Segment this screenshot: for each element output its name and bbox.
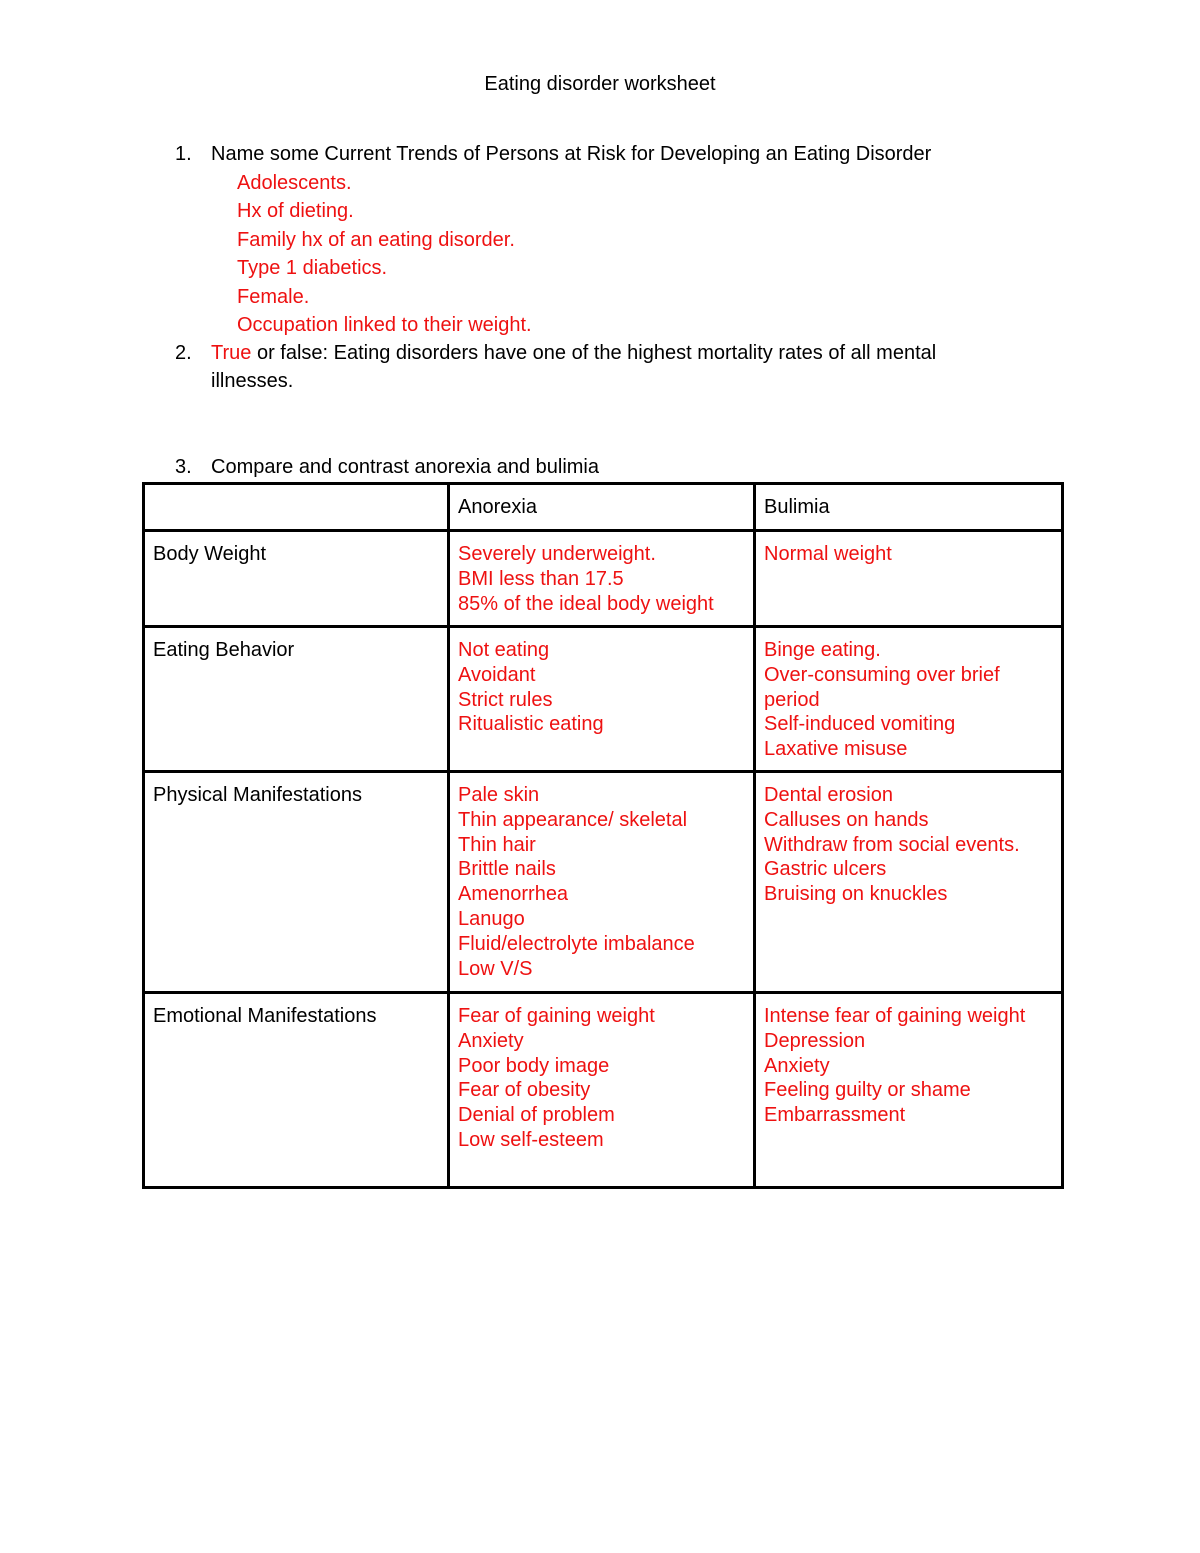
cell-line: Poor body image bbox=[458, 1054, 610, 1077]
cell-line: Anxiety bbox=[458, 1029, 524, 1052]
table-row bbox=[144, 772, 1063, 993]
question-number: 3. bbox=[175, 456, 192, 478]
cell-line: Avoidant bbox=[458, 663, 536, 686]
bulimia-cell bbox=[755, 531, 1063, 627]
cell-line: Depression bbox=[764, 1029, 866, 1052]
cell-line: Denial of problem bbox=[458, 1104, 615, 1127]
question-text: Compare and contrast anorexia and bulimia bbox=[211, 456, 599, 478]
question-text: Name some Current Trends of Persons at Risk for Developing an Eating Disorder bbox=[211, 143, 932, 165]
cell-line: Normal weight bbox=[764, 543, 892, 565]
row-label: Emotional Manifestations bbox=[144, 993, 449, 1188]
cell-line: Withdraw from social events. bbox=[764, 833, 1020, 856]
answer-item: Female. bbox=[237, 285, 310, 308]
answer-item: Type 1 diabetics. bbox=[237, 257, 388, 280]
table-header-row bbox=[144, 484, 1063, 531]
cell-line: Self-induced vomiting bbox=[764, 713, 956, 736]
anorexia-cell bbox=[449, 531, 755, 627]
cell-line: Fear of gaining weight bbox=[458, 1005, 655, 1027]
question-number: 1. bbox=[175, 143, 192, 165]
question-text-line2: illnesses. bbox=[211, 370, 294, 393]
table-header-cell: Bulimia bbox=[755, 484, 1063, 531]
cell-line: Bruising on knuckles bbox=[764, 883, 948, 906]
cell-line: Fluid/electrolyte imbalance bbox=[458, 932, 695, 955]
cell-line: Low V/S bbox=[458, 957, 533, 980]
table-row bbox=[144, 531, 1063, 627]
comparison-table bbox=[142, 482, 1064, 1189]
cell-line: Fear of obesity bbox=[458, 1079, 591, 1102]
answer-item: Occupation linked to their weight. bbox=[237, 314, 532, 337]
row-label: Physical Manifestations bbox=[144, 772, 449, 993]
cell-line: Feeling guilty or shame bbox=[764, 1079, 971, 1102]
cell-line: Amenorrhea bbox=[458, 883, 569, 906]
cell-line: Brittle nails bbox=[458, 858, 556, 881]
cell-line: Thin appearance/ skeletal bbox=[458, 808, 688, 831]
cell-line: Gastric ulcers bbox=[764, 858, 887, 881]
cell-line: Not eating bbox=[458, 639, 550, 661]
table-header-cell: Anorexia bbox=[449, 484, 755, 531]
answer-item: Family hx of an eating disorder. bbox=[237, 228, 515, 251]
table-row bbox=[144, 993, 1063, 1188]
cell-line: Laxative misuse bbox=[764, 738, 908, 761]
cell-line: Intense fear of gaining weight bbox=[764, 1005, 1026, 1027]
bulimia-cell bbox=[755, 993, 1063, 1188]
cell-line: Ritualistic eating bbox=[458, 713, 604, 736]
question-number: 2. bbox=[175, 342, 192, 364]
answer-true: True bbox=[211, 342, 252, 364]
bulimia-cell bbox=[755, 627, 1063, 772]
cell-line: Binge eating. bbox=[764, 639, 881, 661]
cell-line: Calluses on hands bbox=[764, 808, 929, 831]
cell-line: Lanugo bbox=[458, 907, 525, 930]
answer-item: Hx of dieting. bbox=[237, 200, 354, 223]
cell-line: Severely underweight. bbox=[458, 543, 656, 565]
cell-line: Thin hair bbox=[458, 833, 536, 856]
row-label: Eating Behavior bbox=[144, 627, 449, 772]
cell-line: Over-consuming over brief bbox=[764, 663, 1000, 686]
row-label: Body Weight bbox=[144, 531, 449, 627]
page-title: Eating disorder worksheet bbox=[484, 73, 716, 95]
anorexia-cell bbox=[449, 772, 755, 993]
cell-line: Embarrassment bbox=[764, 1104, 906, 1127]
anorexia-cell bbox=[449, 627, 755, 772]
question-text-line1: or false: Eating disorders have one of the highest mortality rates of all mental bbox=[251, 342, 937, 364]
bulimia-cell bbox=[755, 772, 1063, 993]
cell-line: period bbox=[764, 688, 820, 711]
cell-line: Pale skin bbox=[458, 784, 540, 806]
answer-item: Adolescents. bbox=[237, 172, 352, 194]
cell-line: Anxiety bbox=[764, 1054, 830, 1077]
cell-line: Dental erosion bbox=[764, 784, 893, 806]
cell-line: 85% of the ideal body weight bbox=[458, 592, 714, 615]
question-text bbox=[211, 339, 1011, 396]
cell-line: Low self-esteem bbox=[458, 1128, 604, 1151]
question-1-answers bbox=[237, 169, 532, 339]
cell-line: BMI less than 17.5 bbox=[458, 567, 624, 590]
anorexia-cell bbox=[449, 993, 755, 1188]
table-row bbox=[144, 627, 1063, 772]
cell-line: Strict rules bbox=[458, 688, 553, 711]
table-header-cell bbox=[144, 484, 449, 531]
